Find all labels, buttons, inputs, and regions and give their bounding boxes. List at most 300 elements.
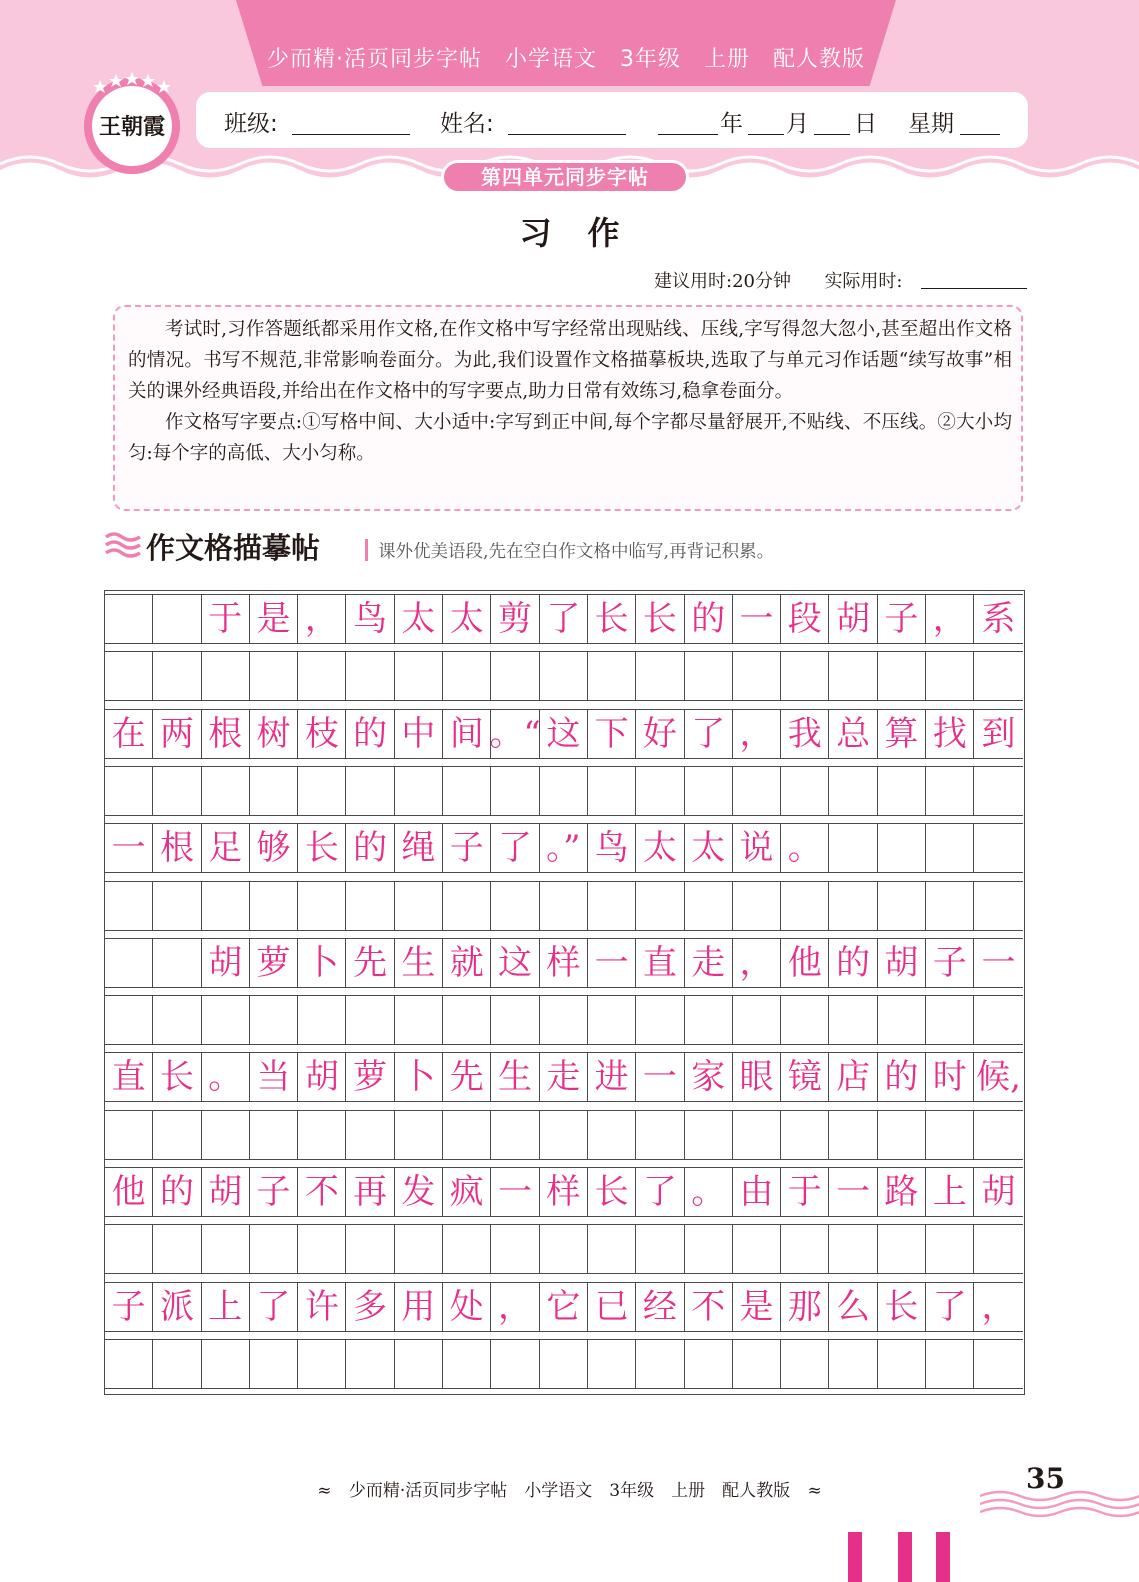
practice-cell[interactable] [685,767,733,815]
trace-cell: 么 [829,1283,877,1331]
trace-cell: 用 [395,1283,443,1331]
practice-cell[interactable] [250,882,298,930]
practice-cell[interactable] [491,1111,539,1159]
trace-cell: 长 [588,595,636,643]
trace-cell: 找 [926,710,974,758]
trace-text-row [105,1167,1023,1217]
practice-cell[interactable] [878,996,926,1044]
practice-cell[interactable] [781,1111,829,1159]
intro-text [128,314,1012,469]
trace-cell: 于 [202,595,250,643]
practice-cell[interactable] [105,1111,153,1159]
practice-cell[interactable] [105,882,153,930]
trace-cell: 这 [491,939,539,987]
trace-cell: 了 [250,1283,298,1331]
trace-cell: 了 [636,1168,684,1216]
practice-cell[interactable] [878,652,926,700]
trace-cell: 一 [733,595,781,643]
practice-cell[interactable] [685,1111,733,1159]
practice-cell[interactable] [829,1340,877,1388]
practice-cell[interactable] [250,1111,298,1159]
trace-cell: 长 [636,595,684,643]
practice-cell[interactable] [685,882,733,930]
week-label: 星期 [908,111,954,137]
trace-cell: 胡 [878,939,926,987]
practice-cell[interactable] [829,1225,877,1273]
practice-cell[interactable] [974,1225,1022,1273]
name-label: 姓名: [440,111,494,137]
practice-cell[interactable] [781,882,829,930]
trace-cell: 多 [346,1283,394,1331]
practice-cell[interactable] [491,652,539,700]
month-input[interactable] [748,134,784,135]
trace-cell [829,824,877,872]
practice-cell[interactable] [346,1340,394,1388]
trace-cell: 一 [105,824,153,872]
name-input[interactable] [508,134,626,135]
section-title: 作文格描摹帖 [146,531,321,565]
trace-cell: 两 [153,710,201,758]
trace-cell: 子 [250,1168,298,1216]
trace-cell: 不 [298,1168,346,1216]
practice-cell[interactable] [250,996,298,1044]
trace-cell: 处 [443,1283,491,1331]
unit-badge: 第四单元同步字帖 [441,160,689,194]
practice-cell[interactable] [781,1340,829,1388]
practice-cell[interactable] [781,996,829,1044]
practice-cell[interactable] [636,882,684,930]
practice-cell[interactable] [926,652,974,700]
practice-cell[interactable] [636,1225,684,1273]
practice-cell[interactable] [395,996,443,1044]
practice-cell[interactable] [346,652,394,700]
trace-cell: 他 [781,939,829,987]
blank-practice-row [105,766,1023,816]
trace-cell: 胡 [298,1053,346,1101]
trace-cell: 店 [829,1053,877,1101]
trace-cell: 那 [781,1283,829,1331]
trace-cell: ， [733,939,781,987]
practice-cell[interactable] [926,767,974,815]
practice-cell[interactable] [202,767,250,815]
trace-cell: 一 [588,939,636,987]
practice-cell[interactable] [540,1111,588,1159]
trace-text-row [105,1282,1023,1332]
trace-text-row [105,823,1023,873]
practice-cell[interactable] [829,652,877,700]
trace-cell: 这 [540,710,588,758]
trace-cell: 是 [250,595,298,643]
suggested-time: 建议用时:20分钟 [654,271,791,292]
trace-cell: 到 [981,713,1016,754]
trace-cell: 足 [202,824,250,872]
practice-cell[interactable] [926,882,974,930]
practice-cell[interactable] [153,1225,201,1273]
trace-cell: 够 [250,824,298,872]
trace-cell: 段 [781,595,829,643]
trace-cell: 长 [153,1053,201,1101]
trace-cell: 太 [443,595,491,643]
practice-cell[interactable] [105,652,153,700]
trace-cell: 一 [829,1168,877,1216]
blank-practice-row [105,1110,1023,1160]
trace-cell: 了 [926,1283,974,1331]
trace-cell: 样 [540,1168,588,1216]
trace-cell: ， [298,595,346,643]
footer-wave-decoration [980,1488,1139,1518]
class-input[interactable] [292,134,410,135]
trace-cell: 长 [878,1283,926,1331]
trace-cell: 就 [443,939,491,987]
practice-cell[interactable] [395,1340,443,1388]
trace-cell: 卜 [298,939,346,987]
trace-cell: 他 [105,1168,153,1216]
trace-cell [153,939,201,987]
trace-cell: ， [981,1286,1016,1327]
blank-practice-row [105,1224,1023,1274]
practice-cell[interactable] [443,1225,491,1273]
trace-cell [878,824,926,872]
trace-cell: 长 [588,1168,636,1216]
practice-cell[interactable] [926,1111,974,1159]
class-label: 班级: [224,111,278,137]
trace-cell: 树 [250,710,298,758]
practice-cell[interactable] [733,652,781,700]
practice-cell[interactable] [202,882,250,930]
trace-cell: 子 [926,939,974,987]
trace-cell [105,939,153,987]
practice-cell[interactable] [346,996,394,1044]
practice-cell[interactable] [105,767,153,815]
practice-cell[interactable] [781,652,829,700]
trace-cell: 鸟 [346,595,394,643]
practice-cell[interactable] [491,1225,539,1273]
practice-cell[interactable] [733,882,781,930]
trace-cell: 一 [636,1053,684,1101]
practice-cell[interactable] [926,1340,974,1388]
practice-cell[interactable] [829,1111,877,1159]
trace-cell: 眼 [733,1053,781,1101]
page-number: 35 [1026,1462,1065,1495]
practice-cell[interactable] [636,652,684,700]
trace-cell: 生 [491,1053,539,1101]
day-input[interactable] [814,134,850,135]
trace-cell: ， [491,1283,539,1331]
practice-cell[interactable] [588,1340,636,1388]
trace-cell [974,824,1022,872]
trace-cell: 派 [153,1283,201,1331]
page-title: 习作 [519,214,656,252]
practice-cell[interactable] [346,767,394,815]
practice-cell[interactable] [685,1340,733,1388]
trace-cell: 鸟 [588,824,636,872]
trace-cell: 先 [443,1053,491,1101]
practice-cell[interactable] [733,767,781,815]
practice-cell[interactable] [588,1111,636,1159]
trace-cell: 胡 [202,939,250,987]
practice-cell[interactable] [636,1111,684,1159]
trace-cell: 在 [105,710,153,758]
trace-cell: 的 [878,1053,926,1101]
practice-cell[interactable] [298,1340,346,1388]
practice-cell[interactable] [105,1225,153,1273]
trace-cell: 一 [491,1168,539,1216]
practice-cell[interactable] [540,1225,588,1273]
trace-cell: 走 [540,1053,588,1101]
trace-cell: 萝 [346,1053,394,1101]
practice-cell[interactable] [105,1340,153,1388]
practice-cell[interactable] [202,652,250,700]
trace-cell: 系 [981,599,1016,639]
practice-cell[interactable] [926,996,974,1044]
practice-cell[interactable] [588,1225,636,1273]
practice-cell[interactable] [588,996,636,1044]
practice-cell[interactable] [878,767,926,815]
practice-cell[interactable] [491,996,539,1044]
practice-cell[interactable] [250,1340,298,1388]
practice-cell[interactable] [733,1340,781,1388]
practice-cell[interactable] [781,767,829,815]
practice-cell[interactable] [443,652,491,700]
practice-cell[interactable] [685,996,733,1044]
practice-cell[interactable] [250,652,298,700]
month-label: 月 [786,111,809,137]
practice-cell[interactable] [733,1111,781,1159]
practice-cell[interactable] [974,1111,1022,1159]
practice-cell[interactable] [878,1225,926,1273]
practice-cell[interactable] [346,882,394,930]
blank-practice-row [105,881,1023,931]
practice-cell[interactable] [443,882,491,930]
trace-cell: 上 [202,1283,250,1331]
time-info [654,267,903,293]
trace-cell: 卜 [395,1053,443,1101]
actual-time-input[interactable] [921,288,1027,289]
header-title: 少而精·活页同步字帖 小学语文 3年级 上册 配人教版 [267,47,865,72]
trace-cell: 的 [346,824,394,872]
trace-cell: 路 [878,1168,926,1216]
trace-text-row [105,594,1023,644]
trace-cell: 根 [202,710,250,758]
trace-cell: 的 [153,1168,201,1216]
trace-cell: 胡 [202,1168,250,1216]
trace-cell: 太 [636,824,684,872]
trace-cell: 。 [685,1168,733,1216]
practice-cell[interactable] [105,996,153,1044]
composition-grid [104,590,1025,1395]
trace-cell: 子 [105,1283,153,1331]
practice-cell[interactable] [974,882,1022,930]
practice-cell[interactable] [829,996,877,1044]
trace-cell: 了 [685,710,733,758]
trace-cell: 于 [781,1168,829,1216]
practice-cell[interactable] [829,767,877,815]
practice-cell[interactable] [298,652,346,700]
trace-cell: 。” [540,824,588,872]
trace-cell: 萝 [250,939,298,987]
practice-cell[interactable] [250,767,298,815]
trace-cell [926,824,974,872]
trace-cell: 家 [685,1053,733,1101]
actual-time-label: 实际用时: [824,271,903,292]
trace-cell: 经 [636,1283,684,1331]
practice-cell[interactable] [491,767,539,815]
practice-cell[interactable] [829,882,877,930]
practice-cell[interactable] [298,882,346,930]
trace-cell: 算 [878,710,926,758]
trace-cell: ， [926,595,974,643]
brand-logo [80,72,184,176]
practice-cell[interactable] [974,996,1022,1044]
trace-cell: 下 [588,710,636,758]
practice-cell[interactable] [588,882,636,930]
practice-cell[interactable] [153,996,201,1044]
practice-cell[interactable] [443,1340,491,1388]
practice-cell[interactable] [443,996,491,1044]
section-divider [365,539,368,561]
practice-cell[interactable] [395,882,443,930]
week-input[interactable] [960,134,1000,135]
year-input[interactable] [658,134,718,135]
trace-cell: 了 [491,824,539,872]
trace-cell: 镜 [781,1053,829,1101]
blank-practice-row [105,995,1023,1045]
practice-cell[interactable] [153,1111,201,1159]
practice-cell[interactable] [298,1225,346,1273]
practice-cell[interactable] [395,767,443,815]
practice-cell[interactable] [153,767,201,815]
practice-cell[interactable] [878,1111,926,1159]
practice-cell[interactable] [540,996,588,1044]
trace-text-row [105,1052,1023,1102]
trace-cell: 绳 [395,824,443,872]
practice-cell[interactable] [974,1340,1022,1388]
trace-cell: 一 [981,942,1016,983]
trace-cell: 根 [153,824,201,872]
practice-cell[interactable] [878,882,926,930]
practice-cell[interactable] [202,1225,250,1273]
practice-cell[interactable] [395,1111,443,1159]
practice-cell[interactable] [298,1111,346,1159]
trace-cell: 由 [733,1168,781,1216]
practice-cell[interactable] [685,1225,733,1273]
trace-cell [105,595,153,643]
practice-cell[interactable] [685,652,733,700]
trace-cell: 。 [202,1053,250,1101]
practice-cell[interactable] [346,1225,394,1273]
trace-cell: 的 [829,939,877,987]
practice-cell[interactable] [395,652,443,700]
practice-cell[interactable] [540,882,588,930]
svg-text:王朝霞: 王朝霞 [98,114,166,140]
practice-cell[interactable] [540,767,588,815]
trace-cell: 太 [395,595,443,643]
trace-cell: 不 [685,1283,733,1331]
trace-cell: 总 [829,710,877,758]
practice-cell[interactable] [636,1340,684,1388]
trace-cell: 胡 [981,1172,1016,1212]
practice-cell[interactable] [202,1111,250,1159]
practice-cell[interactable] [878,1340,926,1388]
trace-cell: 疯 [443,1168,491,1216]
trace-cell: 先 [346,939,394,987]
practice-cell[interactable] [781,1225,829,1273]
practice-cell[interactable] [733,1225,781,1273]
practice-cell[interactable] [491,882,539,930]
practice-cell[interactable] [395,1225,443,1273]
practice-cell[interactable] [153,1340,201,1388]
trace-cell: 直 [105,1053,153,1101]
practice-cell[interactable] [298,767,346,815]
trace-cell: 时 [926,1053,974,1101]
section-description: 课外优美语段,先在空白作文格中临写,再背记积累。 [378,542,775,562]
trace-cell: 。 [781,824,829,872]
year-label: 年 [720,111,743,137]
practice-cell[interactable] [491,1340,539,1388]
practice-cell[interactable] [153,652,201,700]
trace-cell: 样 [540,939,588,987]
trace-cell [153,595,201,643]
student-info-box [196,92,1028,148]
practice-cell[interactable] [926,1225,974,1273]
wave-lines-icon [104,530,142,560]
trace-cell: 走 [685,939,733,987]
trace-cell: 直 [636,939,684,987]
practice-cell[interactable] [202,1340,250,1388]
practice-cell[interactable] [443,767,491,815]
trace-cell: 发 [395,1168,443,1216]
trace-cell: 已 [588,1283,636,1331]
day-label: 日 [854,111,877,137]
trace-cell: 当 [250,1053,298,1101]
trace-cell: 。“ [491,710,539,758]
footer-text: ≈ 少而精·活页同步字帖 小学语文 3年级 上册 配人教版 ≈ [317,1481,822,1501]
practice-cell[interactable] [443,1111,491,1159]
practice-cell[interactable] [250,1225,298,1273]
intro-paragraph-1: 考试时,习作答题纸都采用作文格,在作文格中写字经常出现贴线、压线,字写得忽大忽小,甚至超出作文格的情况。书写不规范,非常影响卷面分。为此,我们设置作文格描摹板块,选取了与单元习作话题“续写故事”相关的课外经典语段,并给出在作文格中的写字要点,助力日常有效练习,稳拿卷面分。 [128,319,1012,402]
practice-cell[interactable] [588,767,636,815]
trace-cell: ， [733,710,781,758]
trace-cell: 许 [298,1283,346,1331]
practice-cell[interactable] [636,996,684,1044]
practice-cell[interactable] [540,1340,588,1388]
trace-cell: 我 [781,710,829,758]
trace-cell: 上 [926,1168,974,1216]
practice-cell[interactable] [733,996,781,1044]
practice-cell[interactable] [346,1111,394,1159]
practice-cell[interactable] [974,652,1022,700]
trace-cell: 了 [540,595,588,643]
trace-cell: 剪 [491,595,539,643]
trace-text-row [105,709,1023,759]
trace-cell: 间 [443,710,491,758]
trace-cell: 它 [540,1283,588,1331]
trace-cell: 进 [588,1053,636,1101]
trace-text-row [105,938,1023,988]
trace-cell: 生 [395,939,443,987]
trace-cell: 候, [976,1057,1021,1098]
trace-cell: 太 [685,824,733,872]
practice-cell[interactable] [588,652,636,700]
practice-cell[interactable] [636,767,684,815]
blank-practice-row [105,651,1023,701]
trace-cell: 子 [878,595,926,643]
practice-cell[interactable] [153,882,201,930]
practice-cell[interactable] [202,996,250,1044]
practice-cell[interactable] [974,767,1022,815]
practice-cell[interactable] [540,652,588,700]
practice-cell[interactable] [298,996,346,1044]
